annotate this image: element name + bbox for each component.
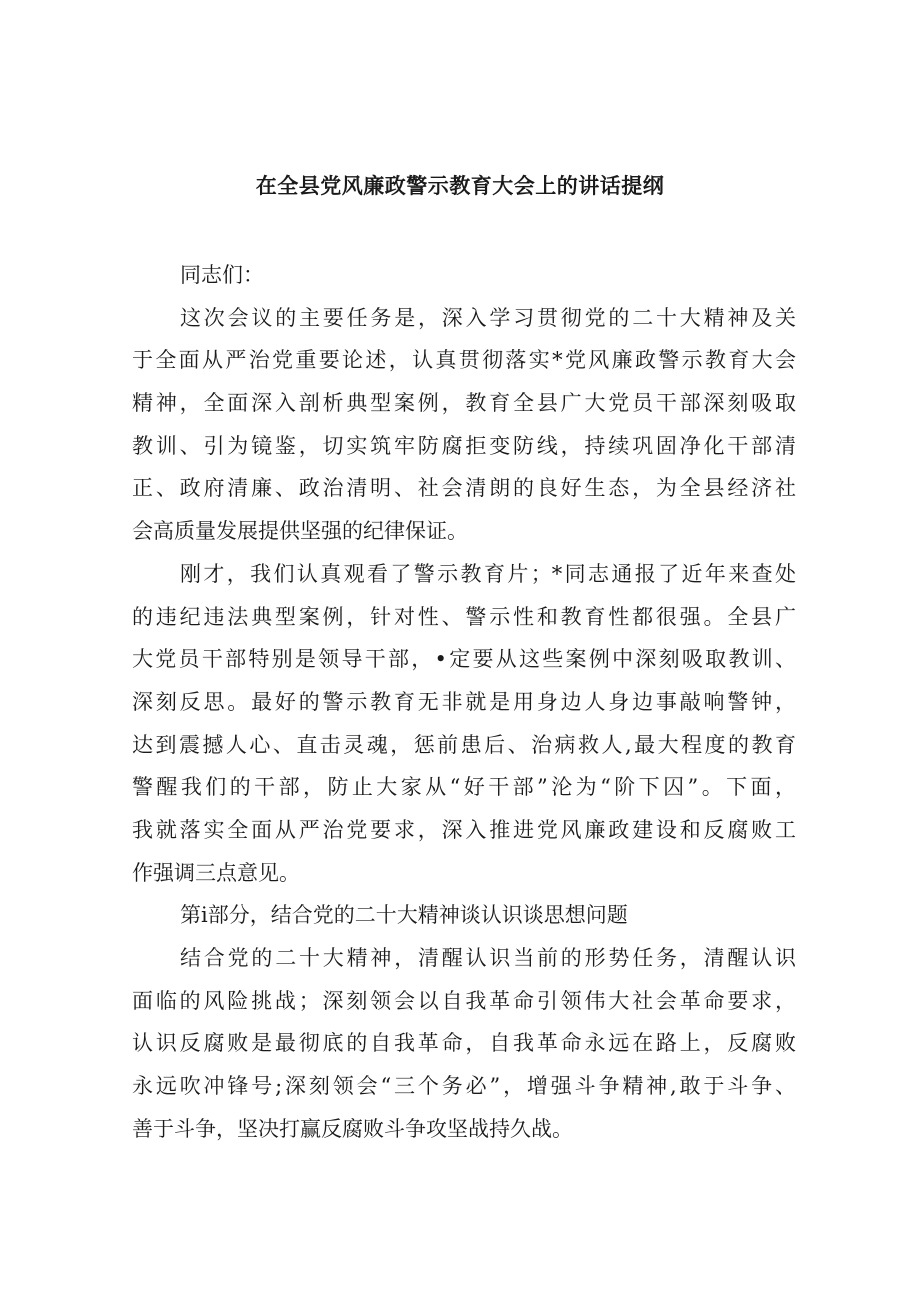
document-body bbox=[132, 254, 796, 1150]
paragraph-2-line-3: 大党员干部特别是领导干部，•定要从这些案例中深刻吸取教训、 bbox=[132, 647, 796, 672]
paragraph-3-line-5: 善于斗争，坚决打赢反腐败斗争攻坚战持久战。 bbox=[132, 1116, 573, 1141]
paragraph-2-line-5: 达到震撼人心、直击灵魂，惩前患后、治病救人,最大程度的教育 bbox=[132, 732, 796, 757]
paragraph-1-line-6: 会高质量发展提供坚强的纪律保证。 bbox=[132, 519, 468, 544]
paragraph-2-line-2: 的违纪违法典型案例，针对性、警示性和教育性都很强。全县广 bbox=[132, 604, 796, 629]
section-heading: 第i部分，结合党的二十大精神谈认识谈思想问题 bbox=[180, 903, 628, 928]
paragraph-3-line-3: 认识反腐败是最彻底的自我革命，自我革命永远在路上，反腐败 bbox=[132, 1031, 796, 1056]
paragraph-3-line-1: 结合党的二十大精神，清醒认识当前的形势任务，清醒认识 bbox=[180, 946, 796, 970]
paragraph-1-line-5: 正、政府清廉、政治清明、社会清朗的良好生态，为全县经济社 bbox=[132, 476, 796, 501]
paragraph-2-line-4: 深刻反思。最好的警示教育无非就是用身边人身边事敲响警钟， bbox=[132, 689, 796, 714]
paragraph-2-line-6: 警醒我们的干部，防止大家从“好干部”沦为“阶下囚”。下面， bbox=[132, 775, 796, 800]
salutation: 同志们： bbox=[180, 263, 264, 287]
paragraph-1-line-3: 精神，全面深入剖析典型案例，教育全县广大党员干部深刻吸取 bbox=[132, 391, 796, 416]
paragraph-3-line-4: 永远吹冲锋号;深刻领会“三个务必”，增强斗争精神,敢于斗争、 bbox=[132, 1074, 796, 1099]
document-title: 在全县党风廉政警示教育大会上的讲话提纲 bbox=[255, 174, 665, 198]
paragraph-2-line-7: 我就落实全面从严治党要求，深入推进党风廉政建设和反腐败工 bbox=[132, 817, 796, 842]
paragraph-3-line-2: 面临的风险挑战；深刻领会以自我革命引领伟大社会革命要求， bbox=[132, 988, 796, 1013]
paragraph-2-line-1: 刚才，我们认真观看了警示教育片；*同志通报了近年来查处 bbox=[180, 561, 796, 586]
paragraph-1-line-2: 于全面从严治党重要论述，认真贯彻落实*党风廉政警示教育大会 bbox=[132, 348, 796, 373]
paragraph-1-line-4: 教训、引为镜鉴，切实筑牢防腐拒变防线，持续巩固净化干部清 bbox=[132, 433, 796, 458]
paragraph-2-line-8: 作强调三点意见。 bbox=[132, 860, 300, 885]
paragraph-1-line-1: 这次会议的主要任务是，深入学习贯彻党的二十大精神及关 bbox=[180, 305, 796, 330]
